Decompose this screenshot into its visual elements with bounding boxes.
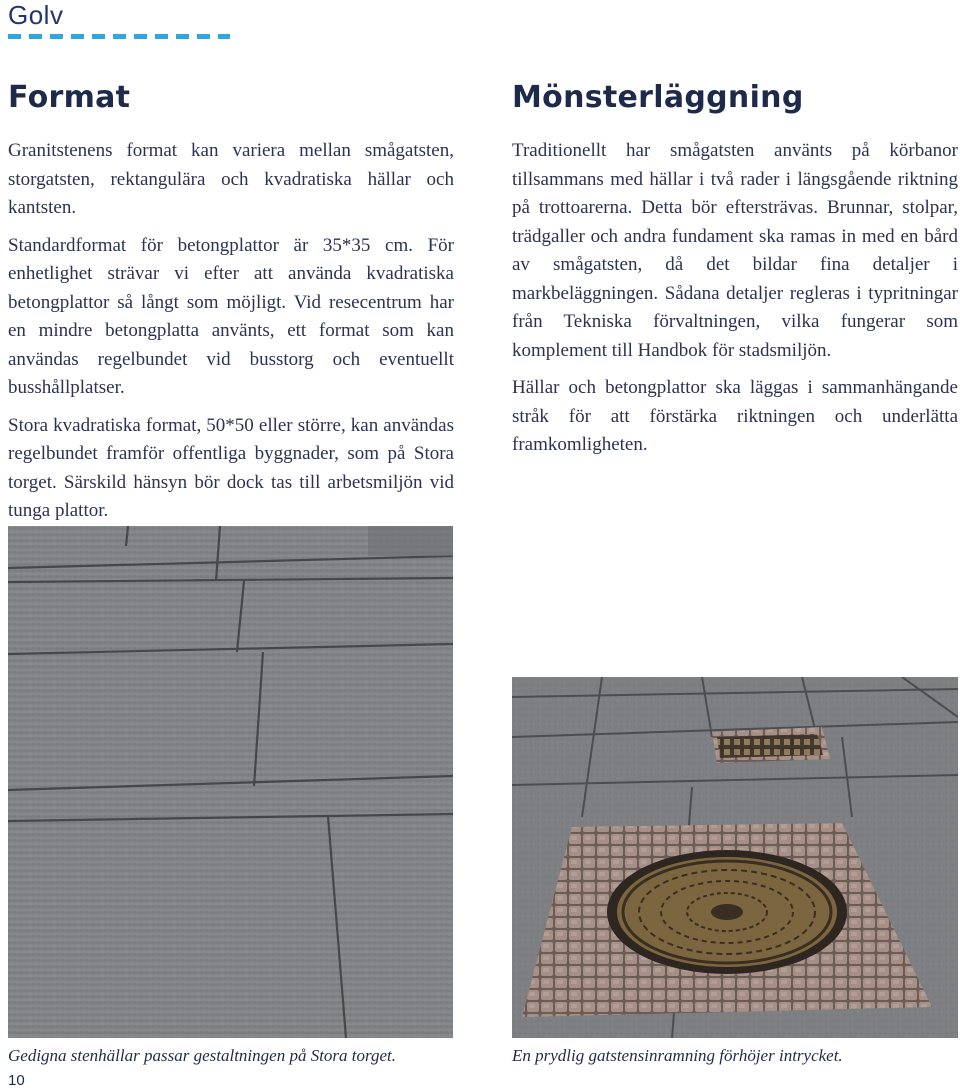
pattern-paragraph-2: Hällar och betongplattor ska läggas i sammanhängande stråk för att förstärka riktningen och underlätta framkomligheten. <box>512 377 958 455</box>
right-photo-caption: En prydlig gatstensinramning förhöjer intrycket. <box>512 1046 843 1065</box>
granite-slabs-photo <box>8 526 453 1038</box>
format-column <box>8 80 454 535</box>
manhole-cobblestone-photo <box>512 677 958 1038</box>
section-title: Golv <box>8 0 64 30</box>
dashed-divider <box>8 34 230 39</box>
pattern-column <box>512 80 958 469</box>
pattern-heading: Mönsterläggning <box>512 80 804 115</box>
page-number: 10 <box>8 1072 25 1089</box>
format-paragraph-3: Stora kvadratiska format, 50*50 eller större, kan användas regelbundet framför offentliga byggnader, som på Stora torget. Särskild hänsyn bör dock tas till arbetsmiljön vid tunga plattor. <box>8 414 454 521</box>
format-heading: Format <box>8 80 131 115</box>
format-paragraph-2: Standardformat för betongplattor är 35*35 cm. För enhetlighet strävar vi efter att använda kvadratiska betongplattor så långt som möjligt. Vid resecentrum har en mindre betongplatta använts, ett format som kan användas regelbundet vid busstorg och eventuellt busshållplatser. <box>8 234 454 398</box>
left-photo-caption: Gedigna stenhällar passar gestaltningen på Stora torget. <box>8 1046 397 1065</box>
pattern-paragraph-1: Traditionellt har smågatsten använts på körbanor tillsammans med hällar i två rader i längsgående riktning på trottoarerna. Detta bör eftersträvas. Brunnar, stolpar, trädgaller och andra fundament ska ramas in med en bård av smågatsten, då det bildar fina detaljer i markbeläggningen. Sådana detaljer regleras i typritningar från Tekniska förvaltningen, vilka fungerar som komplement till Handbok för stadsmiljön. <box>512 140 958 361</box>
format-paragraph-1: Granitstenens format kan variera mellan smågatsten, storgatsten, rektangulära och kvadratiska hällar och kantsten. <box>8 140 454 218</box>
